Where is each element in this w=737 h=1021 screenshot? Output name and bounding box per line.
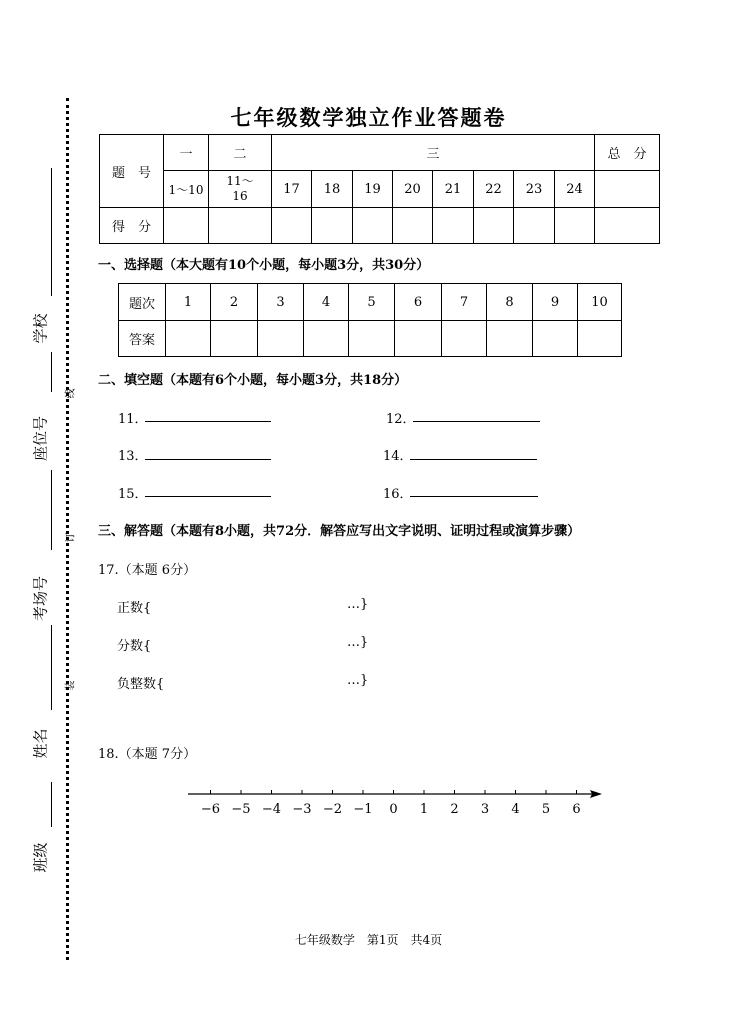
field-separator [51, 168, 52, 296]
score-cell[interactable] [474, 208, 514, 244]
question-number-label: 题 号 [100, 135, 164, 208]
question-index: 9 [533, 284, 578, 321]
blank-label-15: 15． [118, 487, 148, 502]
score-cell[interactable] [272, 208, 312, 244]
section-header-2: 二 [209, 135, 272, 171]
sub-number: 17 [272, 171, 312, 208]
score-cell[interactable] [433, 208, 474, 244]
score-label: 得 分 [100, 208, 164, 244]
page-footer: 七年级数学 第1页 共4页 [294, 933, 443, 947]
q17-label: 17.（本题 6分） [98, 563, 197, 578]
blank-label-16: 16． [383, 487, 413, 502]
number-line-tick-label: −4 [261, 802, 282, 817]
section2-heading: 二、填空题（本题有6个小题，每小题3分，共18分） [98, 373, 408, 388]
sub-number: 23 [514, 171, 555, 208]
answer-cell[interactable] [442, 321, 487, 357]
sub-number: 1～10 [164, 171, 209, 208]
field-label-name: 姓名 [31, 728, 50, 759]
number-line-tick-label: 2 [450, 802, 459, 817]
question-index: 10 [578, 284, 622, 321]
number-line-tick-label: −1 [353, 802, 373, 817]
answer-label: 答案 [119, 321, 166, 357]
question-index: 1 [166, 284, 211, 321]
question-index: 7 [442, 284, 487, 321]
number-line-tick-label: 0 [389, 802, 398, 817]
sub-number: 21 [433, 171, 474, 208]
number-line [180, 780, 610, 820]
binding-mark-bind: 装 [65, 680, 77, 691]
blank-line-11[interactable] [145, 421, 271, 422]
set-negative-integer-label: 负整数{ [117, 677, 165, 692]
answer-cell[interactable] [533, 321, 578, 357]
blank-label-11: 11． [118, 412, 148, 427]
set-fraction-end: …} [347, 635, 369, 650]
field-separator [51, 782, 52, 827]
number-line-tick-label: 4 [511, 802, 520, 817]
set-positive-end: …} [347, 597, 369, 612]
dotted-binding-line [66, 98, 69, 960]
q18-label: 18.（本题 7分） [98, 747, 197, 762]
blank-label-13: 13． [118, 449, 148, 464]
field-label-exam-room: 考场号 [31, 576, 50, 622]
sub-number: 11～16 [209, 171, 272, 208]
score-table [99, 134, 660, 244]
set-fraction-label: 分数{ [117, 639, 152, 654]
number-line-tick-label: −3 [292, 802, 312, 817]
section-header-3: 三 [272, 135, 595, 171]
choice-answer-table [118, 283, 622, 357]
field-separator [51, 470, 52, 550]
sub-number: 24 [555, 171, 595, 208]
score-cell[interactable] [514, 208, 555, 244]
score-cell[interactable] [393, 208, 433, 244]
question-index: 2 [211, 284, 258, 321]
blank-line-14[interactable] [410, 459, 537, 460]
section1-heading: 一、选择题（本大题有10个小题，每小题3分，共30分） [98, 258, 430, 273]
blank-line-16[interactable] [410, 496, 538, 497]
field-label-class: 班级 [31, 842, 50, 873]
answer-cell[interactable] [349, 321, 395, 357]
blank-line-12[interactable] [413, 421, 540, 422]
blank-line-15[interactable] [145, 496, 271, 497]
page-title: 七年级数学独立作业答题卷 [230, 105, 507, 130]
number-line-tick-label: −6 [200, 802, 221, 817]
score-cell[interactable] [353, 208, 393, 244]
total-score-label: 总 分 [595, 135, 660, 171]
answer-cell[interactable] [487, 321, 533, 357]
answer-cell[interactable] [395, 321, 442, 357]
sub-number: 18 [312, 171, 353, 208]
answer-cell[interactable] [258, 321, 304, 357]
set-negative-integer-end: …} [347, 673, 369, 688]
answer-cell[interactable] [166, 321, 211, 357]
question-index: 4 [304, 284, 349, 321]
question-index: 6 [395, 284, 442, 321]
blank-label-12: 12． [386, 412, 416, 427]
number-line-tick-label: 1 [419, 802, 429, 817]
number-line-tick-label: −2 [322, 802, 343, 817]
question-index-label: 题次 [119, 284, 166, 321]
score-cell[interactable] [595, 208, 660, 244]
score-cell[interactable] [555, 208, 595, 244]
total-score-cell[interactable] [595, 171, 660, 208]
question-index: 5 [349, 284, 395, 321]
field-label-school: 学校 [31, 313, 50, 344]
binding-mark-line: 线 [65, 388, 77, 399]
section-header-1: 一 [164, 135, 209, 171]
question-index: 8 [487, 284, 533, 321]
answer-cell[interactable] [211, 321, 258, 357]
answer-cell[interactable] [578, 321, 622, 357]
sub-number: 19 [353, 171, 393, 208]
number-line-tick-label: −5 [231, 802, 251, 817]
question-index: 3 [258, 284, 304, 321]
set-positive-label: 正数{ [117, 601, 152, 616]
score-cell[interactable] [164, 208, 209, 244]
sub-number: 22 [474, 171, 514, 208]
blank-label-14: 14． [383, 449, 413, 464]
blank-line-13[interactable] [145, 459, 271, 460]
number-line-tick-label: 3 [480, 802, 490, 817]
score-cell[interactable] [312, 208, 353, 244]
sub-number: 20 [393, 171, 433, 208]
number-line-tick-label: 6 [572, 802, 581, 817]
field-separator [51, 352, 52, 392]
field-label-seat: 座位号 [31, 416, 50, 462]
answer-cell[interactable] [304, 321, 349, 357]
binding-mark-staple: 订 [65, 532, 77, 543]
section3-heading: 三、解答题（本题有8小题，共72分．解答应写出文字说明、证明过程或演算步骤） [98, 524, 581, 539]
field-separator [51, 625, 52, 710]
score-cell[interactable] [209, 208, 272, 244]
number-line-tick-label: 5 [541, 802, 551, 817]
